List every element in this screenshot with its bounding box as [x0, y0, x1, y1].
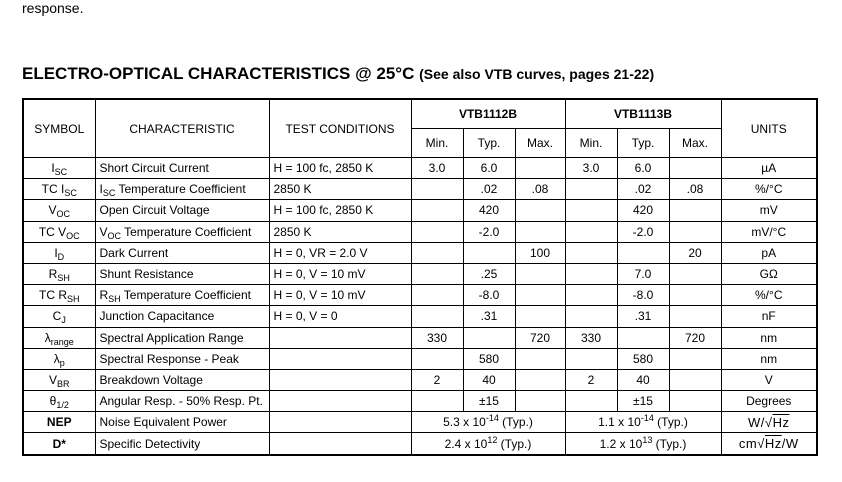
characteristic-cell: Dark Current	[95, 242, 269, 263]
table-body	[23, 158, 817, 412]
units-cell: %/°C	[721, 179, 817, 200]
characteristic-cell: Junction Capacitance	[95, 306, 269, 327]
table-row-dstar	[23, 433, 817, 455]
value-cell-min2: 2	[565, 369, 617, 390]
header-typ-1: Typ.	[463, 129, 515, 158]
value-cell-typ2: 420	[617, 200, 669, 221]
symbol-cell: $R_{SH}$	[23, 263, 95, 284]
value-cell-vtb1112b: 2.4 x $10^{12}$ (Typ.)	[411, 433, 565, 455]
characteristic-cell: $V_{OC}$ Temperature Coefficient	[95, 221, 269, 242]
value-cell-typ2: 7.0	[617, 263, 669, 284]
condition-cell: H = 0, V = 10 mV	[269, 263, 411, 284]
condition-cell	[269, 348, 411, 369]
condition-cell	[269, 369, 411, 390]
value-cell-max2	[669, 263, 721, 284]
value-cell-typ2: 40	[617, 369, 669, 390]
value-cell-min1: 2	[411, 369, 463, 390]
units-cell: µA	[721, 158, 817, 179]
header-test-conditions: TEST CONDITIONS	[269, 99, 411, 158]
value-cell-typ2: -8.0	[617, 285, 669, 306]
characteristic-cell: Angular Resp. - 50% Resp. Pt.	[95, 391, 269, 412]
units-cell: mV/°C	[721, 221, 817, 242]
characteristic-cell: Spectral Response - Peak	[95, 348, 269, 369]
sqrt-symbol: √	[764, 414, 773, 430]
value-cell-typ2	[617, 327, 669, 348]
value-cell-min2	[565, 263, 617, 284]
condition-cell: 2850 K	[269, 179, 411, 200]
value-cell-max2	[669, 158, 721, 179]
value-cell-max1: 100	[515, 242, 565, 263]
units-cell: GΩ	[721, 263, 817, 284]
value-cell-typ2: 580	[617, 348, 669, 369]
value-cell-max1	[515, 369, 565, 390]
units-cell: Degrees	[721, 391, 817, 412]
symbol-cell: $I_D$	[23, 242, 95, 263]
units-cell: pA	[721, 242, 817, 263]
table-row	[23, 369, 817, 390]
value-cell-typ2: 6.0	[617, 158, 669, 179]
header-min-2: Min.	[565, 129, 617, 158]
header-max-2: Max.	[669, 129, 721, 158]
symbol-cell: $V_{OC}$	[23, 200, 95, 221]
units-cell: nm	[721, 348, 817, 369]
value-cell-min2	[565, 200, 617, 221]
table-row	[23, 348, 817, 369]
table-row	[23, 306, 817, 327]
value-cell-max1	[515, 158, 565, 179]
value-cell-min1: 3.0	[411, 158, 463, 179]
value-cell-typ1: ±15	[463, 391, 515, 412]
value-cell-vtb1112b: 5.3 x $10^{-14}$ (Typ.)	[411, 412, 565, 433]
condition-cell: H = 100 fc, 2850 K	[269, 158, 411, 179]
characteristic-cell: Spectral Application Range	[95, 327, 269, 348]
symbol-cell: $V_{BR}$	[23, 369, 95, 390]
value-cell-min1: 330	[411, 327, 463, 348]
value-cell-typ2: ±15	[617, 391, 669, 412]
value-cell-min1	[411, 348, 463, 369]
table-row	[23, 158, 817, 179]
characteristic-cell: Short Circuit Current	[95, 158, 269, 179]
value-cell-min1	[411, 200, 463, 221]
value-cell-max2: 720	[669, 327, 721, 348]
value-cell-max1	[515, 348, 565, 369]
value-cell-min1	[411, 221, 463, 242]
value-cell-min2	[565, 348, 617, 369]
table-row	[23, 391, 817, 412]
characteristic-cell: Specific Detectivity	[95, 433, 269, 455]
characteristic-cell: Open Circuit Voltage	[95, 200, 269, 221]
section-heading	[22, 64, 654, 84]
condition-cell: H = 0, V = 0	[269, 306, 411, 327]
value-cell-typ1: -2.0	[463, 221, 515, 242]
symbol-cell: TC $V_{OC}$	[23, 221, 95, 242]
value-cell-typ1: .25	[463, 263, 515, 284]
value-cell-max1	[515, 306, 565, 327]
value-cell-min1	[411, 242, 463, 263]
characteristic-cell: Noise Equivalent Power	[95, 412, 269, 433]
header-max-1: Max.	[515, 129, 565, 158]
units-cell: mV	[721, 200, 817, 221]
header-units: UNITS	[721, 99, 817, 158]
value-cell-min1	[411, 179, 463, 200]
value-cell-max2: .08	[669, 179, 721, 200]
header-part-vtb1112b: VTB1112B	[411, 99, 565, 129]
characteristic-cell: $R_{SH}$ Temperature Coefficient	[95, 285, 269, 306]
value-cell-vtb1113b: 1.2 x $10^{13}$ (Typ.)	[565, 433, 721, 455]
units-cell: nF	[721, 306, 817, 327]
value-cell-max2	[669, 369, 721, 390]
value-cell-max2	[669, 306, 721, 327]
value-cell-min1	[411, 306, 463, 327]
value-cell-typ1: .02	[463, 179, 515, 200]
value-cell-min2	[565, 306, 617, 327]
heading-main: ELECTRO-OPTICAL CHARACTERISTICS @ 25°C	[22, 64, 415, 83]
characteristic-cell: Shunt Resistance	[95, 263, 269, 284]
value-cell-max1	[515, 391, 565, 412]
value-cell-typ1	[463, 327, 515, 348]
characteristics-table	[22, 98, 818, 456]
intro-text: response.	[22, 0, 84, 16]
characteristic-cell: $I_{SC}$ Temperature Coefficient	[95, 179, 269, 200]
table-row	[23, 179, 817, 200]
characteristic-cell: Breakdown Voltage	[95, 369, 269, 390]
value-cell-max1	[515, 200, 565, 221]
symbol-cell: NEP	[23, 412, 95, 433]
condition-cell	[269, 327, 411, 348]
header-symbol: SYMBOL	[23, 99, 95, 158]
value-cell-max2	[669, 221, 721, 242]
symbol-cell: $\lambda_p$	[23, 348, 95, 369]
value-cell-typ2: -2.0	[617, 221, 669, 242]
symbol-cell: $\theta_{1/2}$	[23, 391, 95, 412]
value-cell-typ1: -8.0	[463, 285, 515, 306]
value-cell-max2	[669, 391, 721, 412]
value-cell-max1	[515, 221, 565, 242]
value-cell-min2	[565, 242, 617, 263]
header-part-vtb1113b: VTB1113B	[565, 99, 721, 129]
table-row	[23, 200, 817, 221]
value-cell-max1: 720	[515, 327, 565, 348]
units-cell: %/°C	[721, 285, 817, 306]
value-cell-typ2	[617, 242, 669, 263]
value-cell-min1	[411, 391, 463, 412]
symbol-cell: $C_J$	[23, 306, 95, 327]
value-cell-max2: 20	[669, 242, 721, 263]
value-cell-min2: 330	[565, 327, 617, 348]
value-cell-min1	[411, 285, 463, 306]
symbol-cell: TC $I_{SC}$	[23, 179, 95, 200]
value-cell-min2	[565, 221, 617, 242]
value-cell-typ1: 580	[463, 348, 515, 369]
value-cell-typ1	[463, 242, 515, 263]
value-cell-max1	[515, 285, 565, 306]
units-cell: V	[721, 369, 817, 390]
table-row-nep	[23, 412, 817, 433]
value-cell-max2	[669, 200, 721, 221]
table-row	[23, 221, 817, 242]
value-cell-min2	[565, 285, 617, 306]
table-row	[23, 327, 817, 348]
table-row	[23, 285, 817, 306]
symbol-cell: TC $R_{SH}$	[23, 285, 95, 306]
value-cell-typ2: .31	[617, 306, 669, 327]
value-cell-typ2: .02	[617, 179, 669, 200]
value-cell-typ1: 6.0	[463, 158, 515, 179]
value-cell-max1: .08	[515, 179, 565, 200]
sqrt-symbol: √	[757, 436, 765, 452]
value-cell-max2	[669, 285, 721, 306]
condition-cell: H = 100 fc, 2850 K	[269, 200, 411, 221]
units-cell: nm	[721, 327, 817, 348]
value-cell-typ1: 420	[463, 200, 515, 221]
condition-cell: H = 0, V = 10 mV	[269, 285, 411, 306]
value-cell-min2	[565, 391, 617, 412]
header-typ-2: Typ.	[617, 129, 669, 158]
value-cell-min1	[411, 263, 463, 284]
value-cell-min2	[565, 179, 617, 200]
header-min-1: Min.	[411, 129, 463, 158]
units-cell: W/√Hz	[721, 412, 817, 433]
condition-cell: 2850 K	[269, 221, 411, 242]
value-cell-typ1: 40	[463, 369, 515, 390]
symbol-cell: D*	[23, 433, 95, 455]
table-row	[23, 242, 817, 263]
value-cell-max2	[669, 348, 721, 369]
heading-sub: (See also VTB curves, pages 21-22)	[419, 66, 655, 82]
header-characteristic: CHARACTERISTIC	[95, 99, 269, 158]
condition-cell	[269, 412, 411, 433]
symbol-cell: $I_{SC}$	[23, 158, 95, 179]
table-row	[23, 263, 817, 284]
condition-cell	[269, 391, 411, 412]
value-cell-typ1: .31	[463, 306, 515, 327]
value-cell-vtb1113b: 1.1 x $10^{-14}$ (Typ.)	[565, 412, 721, 433]
value-cell-max1	[515, 263, 565, 284]
condition-cell	[269, 433, 411, 455]
value-cell-min2: 3.0	[565, 158, 617, 179]
condition-cell: H = 0, VR = 2.0 V	[269, 242, 411, 263]
symbol-cell: $\lambda_{range}$	[23, 327, 95, 348]
units-cell: cm√Hz/W	[721, 433, 817, 455]
